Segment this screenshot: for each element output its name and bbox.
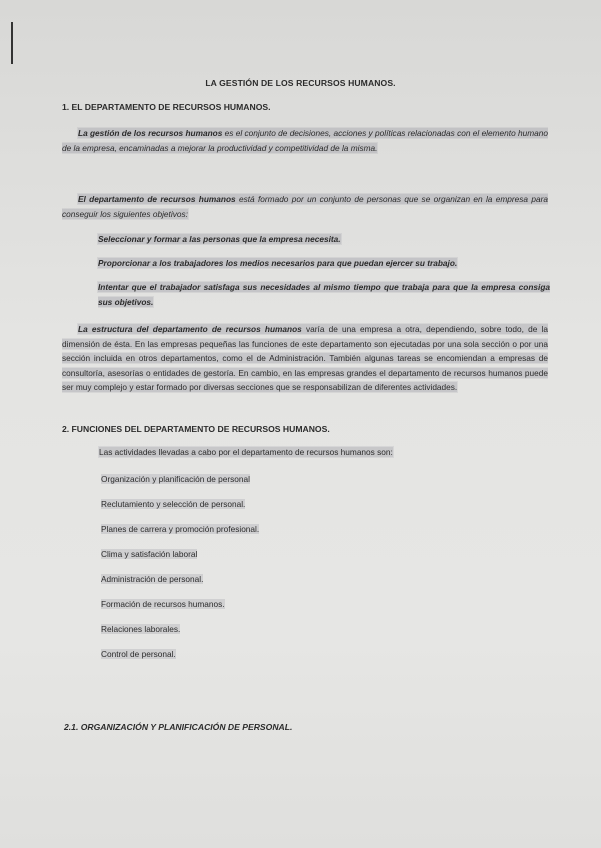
paragraph-estructura — [62, 322, 548, 395]
list-item: Administración de personal. — [101, 574, 204, 584]
section-2-heading: 2. FUNCIONES DEL DEPARTAMENTO DE RECURSOS HUMANOS. — [62, 424, 330, 434]
objective-item: Proporcionar a los trabajadores los medios necesarios para que puedan ejercer su trabajo. — [98, 258, 458, 268]
list-item: Planes de carrera y promoción profesional. — [101, 524, 260, 534]
activities-intro: Las actividades llevadas a cabo por el departamento de recursos humanos son: — [99, 447, 393, 457]
list-item: Relaciones laborales. — [101, 624, 181, 634]
section-1-heading: 1. EL DEPARTAMENTO DE RECURSOS HUMANOS. — [62, 102, 271, 112]
paragraph-departamento-text: está formado por un conjunto de personas que se organizan en la empresa para conseguir los siguientes objetivos: — [62, 194, 548, 219]
objective-item: Seleccionar y formar a las personas que la empresa necesita. — [98, 234, 341, 244]
list-item: Clima y satisfación laboral — [101, 549, 198, 559]
list-item: Reclutamiento y selección de personal. — [101, 499, 246, 509]
paragraph-gestion — [62, 126, 548, 155]
document-title: LA GESTIÓN DE LOS RECURSOS HUMANOS. — [205, 78, 396, 88]
term-gestion: La gestión de los recursos humanos — [78, 128, 223, 138]
paragraph-gestion-text: es el conjunto de decisiones, acciones y políticas relacionadas con el elemento humano de la empresa, encaminadas a mejorar la productividad y competitividad de la misma. — [62, 128, 548, 153]
term-estructura: La estructura del departamento de recursos humanos — [78, 324, 302, 334]
margin-mark — [11, 22, 13, 64]
paragraph-departamento — [62, 192, 548, 221]
section-2-1-heading: 2.1. ORGANIZACIÓN Y PLANIFICACIÓN DE PERSONAL. — [64, 722, 293, 732]
list-item: Control de personal. — [101, 649, 176, 659]
list-item: Organización y planificación de personal — [101, 474, 250, 484]
list-item: Formación de recursos humanos. — [101, 599, 225, 609]
paragraph-estructura-text: varía de una empresa a otra, dependiendo, sobre todo, de la dimensión de ésta. En las empresas pequeñas las funciones de este departamento son ejecutadas por una sola sección o por una sección incluida en otros departamentos, como el de Administración. También algunas tareas se encomiendan a empresas de consultoría, asesorías o entidades de gestoría. En cambio, en las empresas grandes el departamento de recursos humanos puede ser muy complejo y estar formado por diversas secciones que se responsabilizan de diferentes actividades. — [62, 324, 548, 393]
objective-item: Intentar que el trabajador satisfaga sus necesidades al mismo tiempo que trabaja para que la empresa consiga sus objetivos. — [98, 282, 550, 307]
activities-list — [101, 472, 259, 672]
term-departamento: El departamento de recursos humanos — [78, 194, 236, 204]
